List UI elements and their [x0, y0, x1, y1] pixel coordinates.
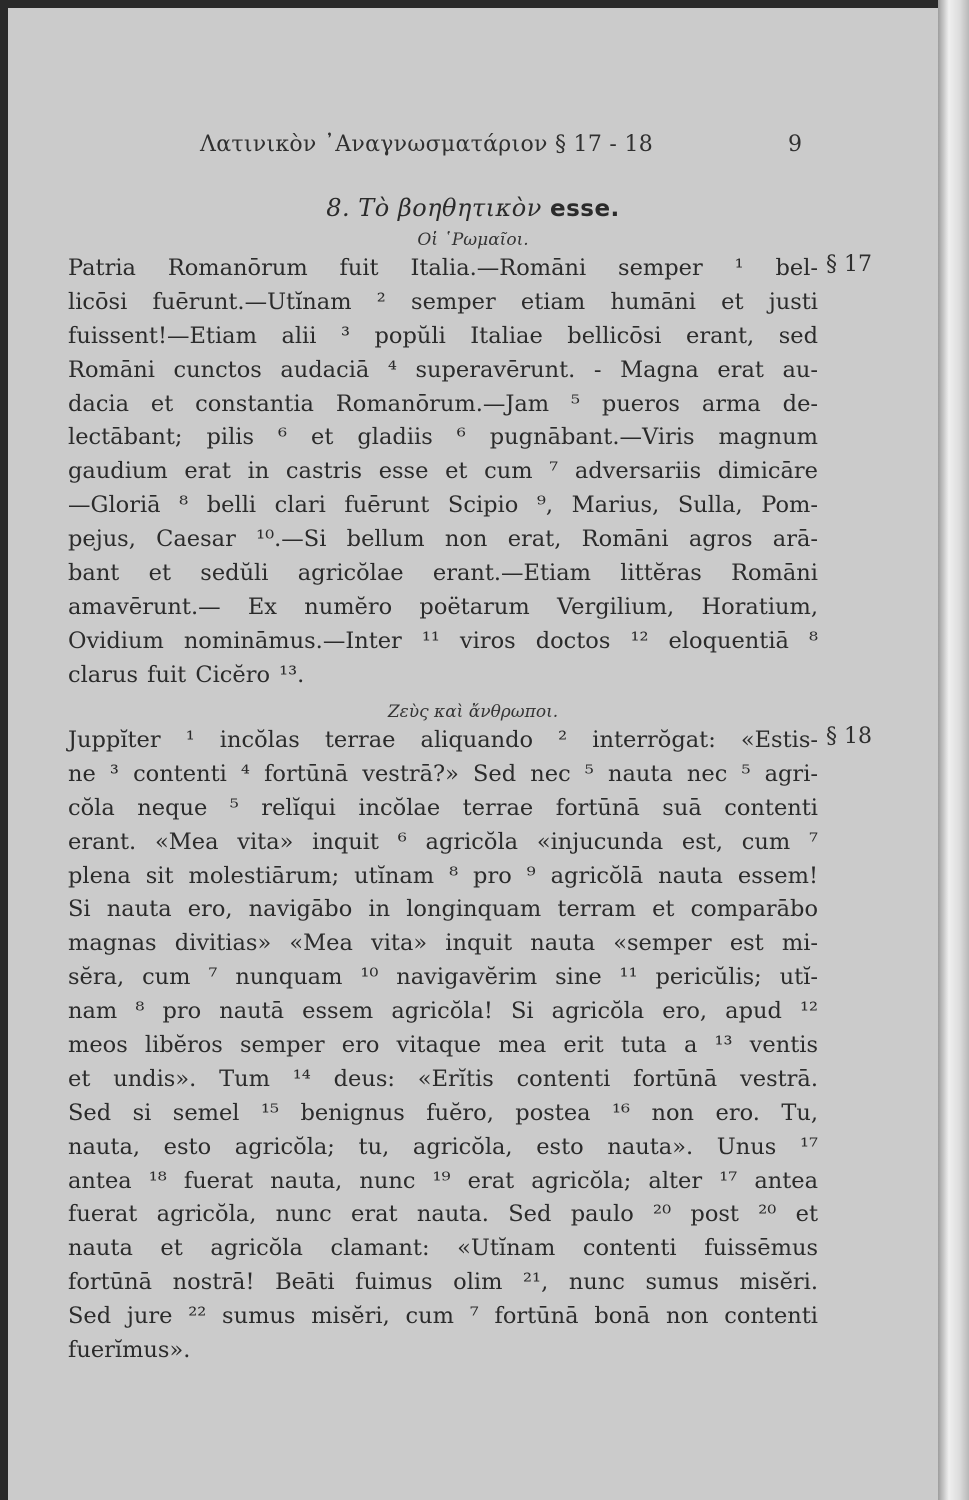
text-line: ne ³ contenti ⁴ fortūnā vestrā?» Sed nec ⁵ nauta nec ⁵ agri- — [68, 760, 818, 787]
text-line: nauta et agricŏla clamant: «Utĭnam contenti fuissēmus — [68, 1235, 818, 1262]
text-line: Ovidium nomināmus.—Inter ¹¹ viros doctos ¹² eloquentiā ⁸ — [68, 627, 818, 654]
text-line: clarus fuit Cicĕro ¹³. — [68, 661, 305, 688]
text-line: dacia et constantia Romanōrum.—Jam ⁵ pueros arma de- — [68, 390, 818, 417]
text-line: lectābant; pilis ⁶ et gladiis ⁶ pugnābant.—Viris magnum — [68, 424, 818, 451]
text-line: Si nauta ero, navigābo in longinquam terram et comparābo — [68, 896, 818, 923]
page-header — [8, 130, 938, 164]
section-title-greek: Τὸ βοηθητικὸν — [358, 194, 542, 222]
text-line: Juppĭter ¹ incŏlas terrae aliquando ² interrŏgat: «Estis- — [68, 727, 818, 753]
text-line: fortūnā nostrā! Beāti fuimus olim ²¹, nunc sumus misĕri. — [68, 1269, 818, 1296]
running-title: Λατινικὸν ᾿Αναγνωσματάριον § 17 - 18 — [200, 132, 654, 157]
text-line: nauta, esto agricŏla; tu, agricŏla, esto nauta». Unus ¹⁷ — [68, 1133, 818, 1160]
text-line: amavērunt.— Ex numĕro poëtarum Vergilium, Horatium, — [68, 593, 818, 620]
text-line: Patria Romanōrum fuit Italia.—Romāni semper ¹ bel- — [68, 255, 818, 281]
text-line: pejus, Caesar ¹⁰.—Si bellum non erat, Romāni agros arā- — [68, 526, 818, 553]
text-line: gaudium erat in castris esse et cum ⁷ adversariis dimicāre — [68, 458, 818, 485]
text-line: nam ⁸ pro nautā essem agricŏla! Si agricŏla ero, apud ¹² — [68, 998, 818, 1025]
part1-subtitle: Οἱ ῾Ρωμαῖοι. — [417, 230, 529, 250]
text-line: fuissent!—Etiam alii ³ popŭli Italiae bellicōsi erant, sed — [68, 322, 818, 349]
text-line: magnas divitias» «Mea vita» inquit nauta «semper est mi- — [68, 930, 818, 957]
text-line: antea ¹⁸ fuerat nauta, nunc ¹⁹ erat agricŏla; alter ¹⁷ antea — [68, 1167, 818, 1194]
book-page — [8, 8, 938, 1500]
paragraph-marker-17: § 17 — [826, 252, 872, 277]
section-number: 8. — [326, 194, 351, 222]
paragraph-zeus — [68, 724, 818, 1368]
text-line: Sed jure ²² sumus misĕri, cum ⁷ fortūnā bonā non contenti — [68, 1303, 818, 1330]
text-line: plena sit molestiārum; utĭnam ⁸ pro ⁹ agricŏlā nauta essem! — [68, 862, 818, 889]
text-line: erant. «Mea vita» inquit ⁶ agricŏla «injucunda est, cum ⁷ — [68, 828, 818, 855]
text-line: Sed si semel ¹⁵ benignus fuĕro, postea ¹⁶ non ero. Tu, — [68, 1099, 818, 1126]
text-line: bant et sedŭli agricŏlae erant.—Etiam littĕras Romāni — [68, 560, 818, 587]
page-number: 9 — [788, 132, 802, 157]
section-title-latin: esse. — [549, 196, 620, 222]
text-line: fuerĭmus». — [68, 1337, 191, 1364]
section-title — [8, 194, 938, 222]
text-line: Romāni cunctos audaciā ⁴ superavērunt. - Magna erat au- — [68, 356, 818, 383]
page-edge — [938, 0, 969, 1500]
text-line: —Gloriā ⁸ belli clari fuērunt Scipio ⁹, Marius, Sulla, Pom- — [68, 492, 818, 519]
text-line: fuerat agricŏla, nunc erat nauta. Sed paulo ²⁰ post ²⁰ et — [68, 1201, 818, 1228]
paragraph-romani — [68, 252, 818, 693]
text-line: sĕra, cum ⁷ nunquam ¹⁰ navigavĕrim sine ¹¹ pericŭlis; utĭ- — [68, 964, 818, 991]
text-line: et undis». Tum ¹⁴ deus: «Erĭtis contenti fortūnā vestrā. — [68, 1065, 818, 1092]
part2-subtitle: Ζεὺς καὶ ἄνθρωποι. — [387, 702, 559, 722]
text-line: cŏla neque ⁵ relĭqui incŏlae terrae fortūnā suā contenti — [68, 794, 818, 821]
text-line: licōsi fuērunt.—Utĭnam ² semper etiam humāni et justi — [68, 288, 818, 315]
text-line: meos libĕros semper ero vitaque mea erit tuta a ¹³ ventis — [68, 1032, 818, 1059]
paragraph-marker-18: § 18 — [826, 724, 872, 749]
